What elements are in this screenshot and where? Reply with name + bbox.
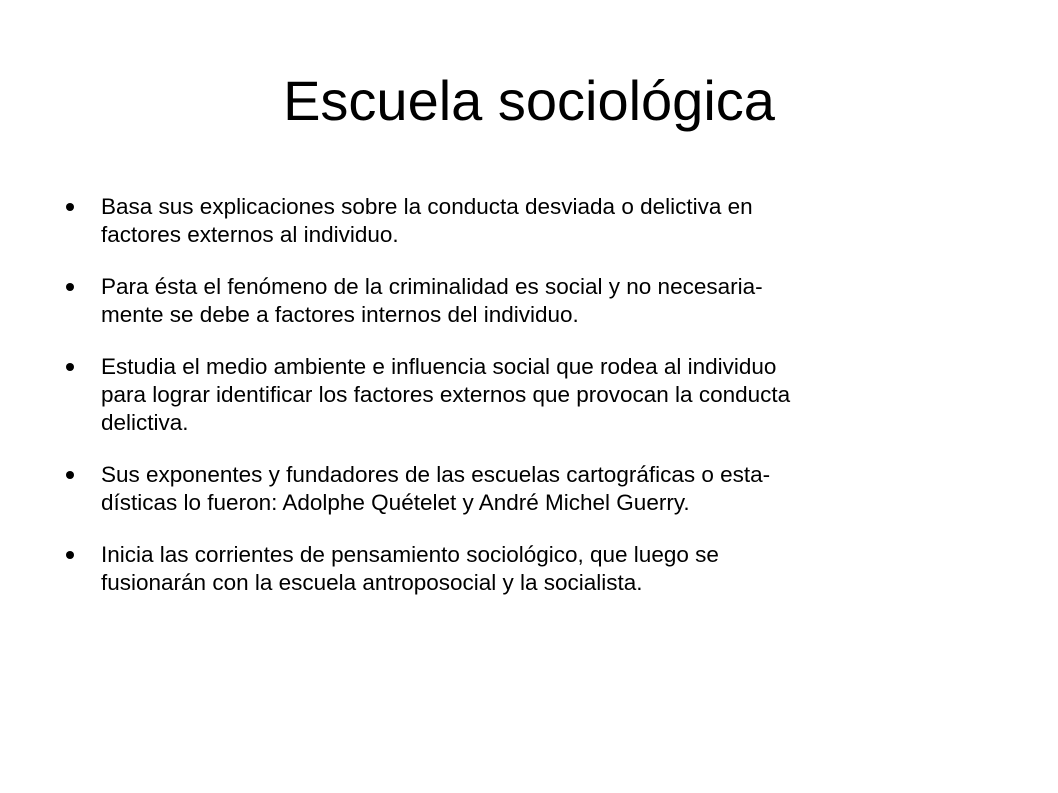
- bullet-line: Para ésta el fenómeno de la criminalidad es social y no necesaria-: [101, 274, 763, 299]
- bullet-line: fusionarán con la escuela antroposocial y la socialista.: [101, 570, 643, 595]
- bullet-item: [101, 461, 1001, 517]
- bullet-line: Inicia las corrientes de pensamiento sociológico, que luego se: [101, 542, 719, 567]
- bullet-line: dísticas lo fueron: Adolphe Quételet y André Michel Guerry.: [101, 490, 690, 515]
- bullet-line: mente se debe a factores internos del individuo.: [101, 302, 579, 327]
- bullet-item: [101, 193, 1001, 249]
- bullet-line: delictiva.: [101, 410, 189, 435]
- bullet-line: para lograr identificar los factores externos que provocan la conducta: [101, 382, 791, 407]
- bullet-item: [101, 273, 1001, 329]
- bullet-dot-icon: [66, 551, 74, 559]
- bullet-item: [101, 353, 1001, 437]
- bullet-dot-icon: [66, 203, 74, 211]
- bullet-item: [101, 541, 1001, 597]
- bullet-list: [101, 193, 1001, 621]
- bullet-line: Estudia el medio ambiente e influencia social que rodea al individuo: [101, 354, 777, 379]
- bullet-dot-icon: [66, 363, 74, 371]
- bullet-line: Sus exponentes y fundadores de las escuelas cartográficas o esta-: [101, 462, 771, 487]
- slide-title: Escuela sociológica: [283, 69, 775, 132]
- bullet-dot-icon: [66, 471, 74, 479]
- bullet-line: factores externos al individuo.: [101, 222, 399, 247]
- bullet-dot-icon: [66, 283, 74, 291]
- bullet-line: Basa sus explicaciones sobre la conducta desviada o delictiva en: [101, 194, 753, 219]
